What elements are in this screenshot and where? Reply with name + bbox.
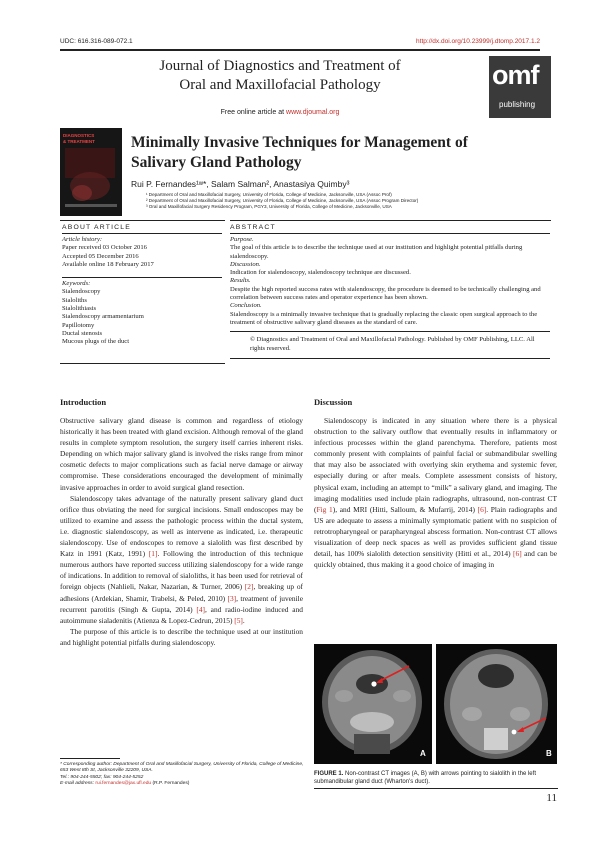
abstract-purpose: The goal of this article is to describe the technique used at our institution and highlight potential pitfalls during sialendoscopy. bbox=[230, 244, 523, 260]
free-online-line: Free online article at www.djoumal.org bbox=[220, 109, 340, 116]
page-number-rule bbox=[314, 788, 558, 789]
about-article-top-rule bbox=[60, 220, 225, 221]
keyword-item: Mucous plugs of the duct bbox=[62, 338, 130, 346]
discussion-section bbox=[314, 397, 557, 570]
figure-1 bbox=[314, 644, 557, 764]
reference-link[interactable]: [4] bbox=[196, 604, 206, 614]
reference-link[interactable]: [5] bbox=[234, 615, 243, 625]
abstract-discussion: Indication for sialendoscopy, sialendoscopy technique are discussed. bbox=[230, 269, 411, 277]
journal-cover-thumbnail: DIAGNOSTICS & TREATMENT bbox=[60, 128, 122, 216]
abstract-results: Despite the high reported success rates with sialendoscopy, the procedure is deemed to be technically challenging and correlation between success rates and operator experience has been shown. bbox=[230, 285, 541, 302]
header-rule bbox=[60, 49, 540, 51]
ct-image-a bbox=[314, 644, 432, 764]
copyright-notice: © Diagnostics and Treatment of Oral and Maxillofacial Pathology. Published by OMF Publishing, LLC. All rights reserved. bbox=[250, 336, 535, 352]
figure-panel-label-b: B bbox=[546, 749, 552, 758]
footnote: * Corresponding author: Department of Oral and Maxillofacial Surgery, University of Florida, College of Medicine, 653 West 8th St, Jacksonville 32209, USA. Tel.: 904-244-5502; fax: 904-244-5252 E-mail address: rui.fernandes@jax.ufl.edu (R.P. Fernandes) bbox=[60, 762, 304, 787]
article-title: Minimally Invasive Techniques for Management of Salivary Gland Pathology bbox=[131, 134, 468, 171]
about-article-bottom-rule bbox=[60, 363, 225, 364]
introduction-heading: Introduction bbox=[60, 397, 107, 407]
journal-url-link[interactable]: www.djoumal.org bbox=[286, 109, 340, 116]
footnote-rule bbox=[60, 758, 120, 759]
intro-paragraph-1: Obstructive salivary gland disease is common and regardless of etiology historically it has been treated with gland excision. Although removal of the gland results in complete symptom resolution, the surgery itself carries inherent risks. Depending on which major salivary gland is involved the risks range from minor cosmetic defects to major complications such as facial nerve damage or airway compromise. These considerations encouraged the development of minimally invasive approaches in order to avoid surgical gland resection. bbox=[60, 416, 303, 492]
figure-link[interactable]: Fig 1 bbox=[316, 504, 333, 514]
abstract-panel: ABSTRACT Purpose. The goal of this article is to describe the technique used at our institution and highlight potential pitfalls during sialendoscopy. Discussion. Indication for sialendoscopy, sialendoscopy technique are discussed. Results. Despite the high reported success rates with sialendoscopy, the procedure is deemed to be technically challenging and correlation between success rates and operator experience has been shown. Conclusion. Sialendoscopy is a minimally invasive technique that is gradually replacing the classic open surgical approach to the treatment of obstructive salivary gland diseases as the standard of care. © Diagnostics and Treatment of Oral and Maxillofacial Pathology. Published by OMF Publishing, LLC. All rights reserved. bbox=[230, 224, 550, 359]
figure-panel-label-a: A bbox=[420, 749, 426, 758]
history-received: Paper received 03 October 2016 bbox=[62, 244, 147, 252]
page-number: 11 bbox=[546, 792, 557, 804]
figure-caption: FIGURE 1. Non-contrast CT images (A, B) with arrows pointing to sialolith in the left submandibular gland duct (Wharton's duct). bbox=[314, 771, 536, 785]
doi-link[interactable]: http://dx.doi.org/10.23999/j.dtomp.2017.1.2 bbox=[416, 38, 540, 45]
history-accepted: Accepted 05 December 2016 bbox=[62, 252, 139, 260]
ct-image-b bbox=[436, 644, 557, 764]
journal-title: Journal of Diagnostics and Treatment of Oral and Maxillofacial Pathology bbox=[159, 58, 401, 93]
omf-publishing-logo: omf publishing bbox=[489, 56, 551, 118]
keyword-item: Sialoliths bbox=[62, 296, 87, 304]
author-list: Rui P. Fernandes¹ʷ*, Salam Salman², Anastasiya Quimby³ bbox=[131, 179, 350, 189]
keyword-item: Sialendoscopy bbox=[62, 288, 101, 296]
email-link[interactable]: rui.fernandes@jax.ufl.edu bbox=[95, 781, 152, 787]
introduction-section bbox=[60, 397, 303, 648]
udc-code: UDC: 616.316-089-072.1 bbox=[60, 38, 133, 45]
abstract-conclusion: Sialendoscopy is a minimally invasive technique that is gradually replacing the classic open surgical approach to the treatment of obstructive salivary gland diseases as the standard of care. bbox=[230, 310, 538, 326]
intro-paragraph-2: Sialendoscopy takes advantage of the naturally present salivary gland duct orifice thus obviating the need for surgical incisions. Small endoscopes may be utilized to examine and assess the pathologic process within the ductal system, i.e. diagnostic sialendoscopy, as well as intervene as indicated, i.e. therapeutic sialendoscopy. Use of endoscopes to remove a sialolith was first described by Katz in 1991 (Katz, 1991) [1]. Following the introduction of this technique numerous authors have reported success utilizing sialendoscopy for a wide range of indications. In addition to removal of sialoliths, it has been used for retrieval of foreign objects (Nahlieli, Nakar, Nazarian, & Turner, 2006) [2], breaking up of adhesions (Ardekian, Shamir, Trabelsi, & Peled, 2010) [3], treatment of juvenile recurrent parotitis (Singh & Gupta, 2014) [4], and radio-iodine induced and autoimmune sialadenitis (Atienza & Lopez-Cedrun, 2015) [5]. bbox=[60, 493, 304, 625]
affiliations: ¹ Department of Oral and Maxillofacial Surgery, University of Florida, College of Medicine, Jacksonville, USA (Assoc Prof) ² Department of Oral and Maxillofacial Surgery, University of Florida, College of Medicine, Jacksonville, USA (Assoc Program Director) ³ Oral and Maxillofacial Surgery Residency Program, PGY3, University of Florida, College of Medicine, Jacksonville, USA bbox=[146, 192, 419, 209]
discussion-paragraph-1: Sialendoscopy is indicated in any situation where there is a physical obstruction to the salivary outflow that eventually results in inflammatory or infectious processes within the gland parenchyma. Therefore, patients most commonly present with complaints of painful facial or submandibular swelling that may also be associated with overlying skin erythema and systemic fever, especially during or after meals. Complete assessment consists of history, physical exam, including an attempt to “milk” a salivary gland, and imaging. The imaging modalities used include plain radiographs, ultrasound, non-contrast CT (Fig 1), and MRI (Hitti, Salloum, & Mufarrij, 2014) [6]. Plain radiographs and US are adequate to assess a minimally symptomatic patient with no suspicion of retrotropharyngeal or parapharyngeal abscess formation. Non-contrast CT allows visualization of deep neck spaces as well as provides sufficient gland tissue detail, has 100% sialolith detection sensitivity (Hitti et al., 2014) [6] and can be quickly obtained, thus making it a good choice of imaging in bbox=[314, 416, 557, 570]
discussion-heading: Discussion bbox=[314, 397, 353, 407]
intro-paragraph-3: The purpose of this article is to describe the technique used at our institution and highlight potential pitfalls during sialendoscopy. bbox=[60, 626, 303, 647]
about-article-heading: ABOUT ARTICLE bbox=[62, 224, 131, 231]
keyword-item: Sialendoscopy armamentarium bbox=[62, 313, 144, 321]
reference-link[interactable]: [6] bbox=[477, 504, 487, 514]
keyword-item: Papillotomy bbox=[62, 321, 95, 329]
abstract-heading: ABSTRACT bbox=[230, 224, 276, 231]
reference-link[interactable]: [3] bbox=[227, 593, 237, 603]
history-online: Available online 18 February 2017 bbox=[62, 260, 154, 268]
abstract-top-rule bbox=[230, 220, 551, 221]
reference-link[interactable]: [6] bbox=[513, 549, 522, 559]
reference-link[interactable]: [1] bbox=[148, 549, 158, 559]
reference-link[interactable]: [2] bbox=[244, 582, 254, 592]
keyword-item: Ductal stenosis bbox=[62, 329, 103, 337]
about-article-panel: ABOUT ARTICLE Article history: Paper received 03 October 2016 Accepted 05 December 2016 Available online 18 February 2017 Keywords: Sialendoscopy Sialoliths Sialolithiasis Sialendoscopy armamentarium Papillotomy Ductal stenosis Mucous plugs of the duct bbox=[62, 224, 222, 347]
keyword-item: Sialolithiasis bbox=[62, 305, 97, 313]
